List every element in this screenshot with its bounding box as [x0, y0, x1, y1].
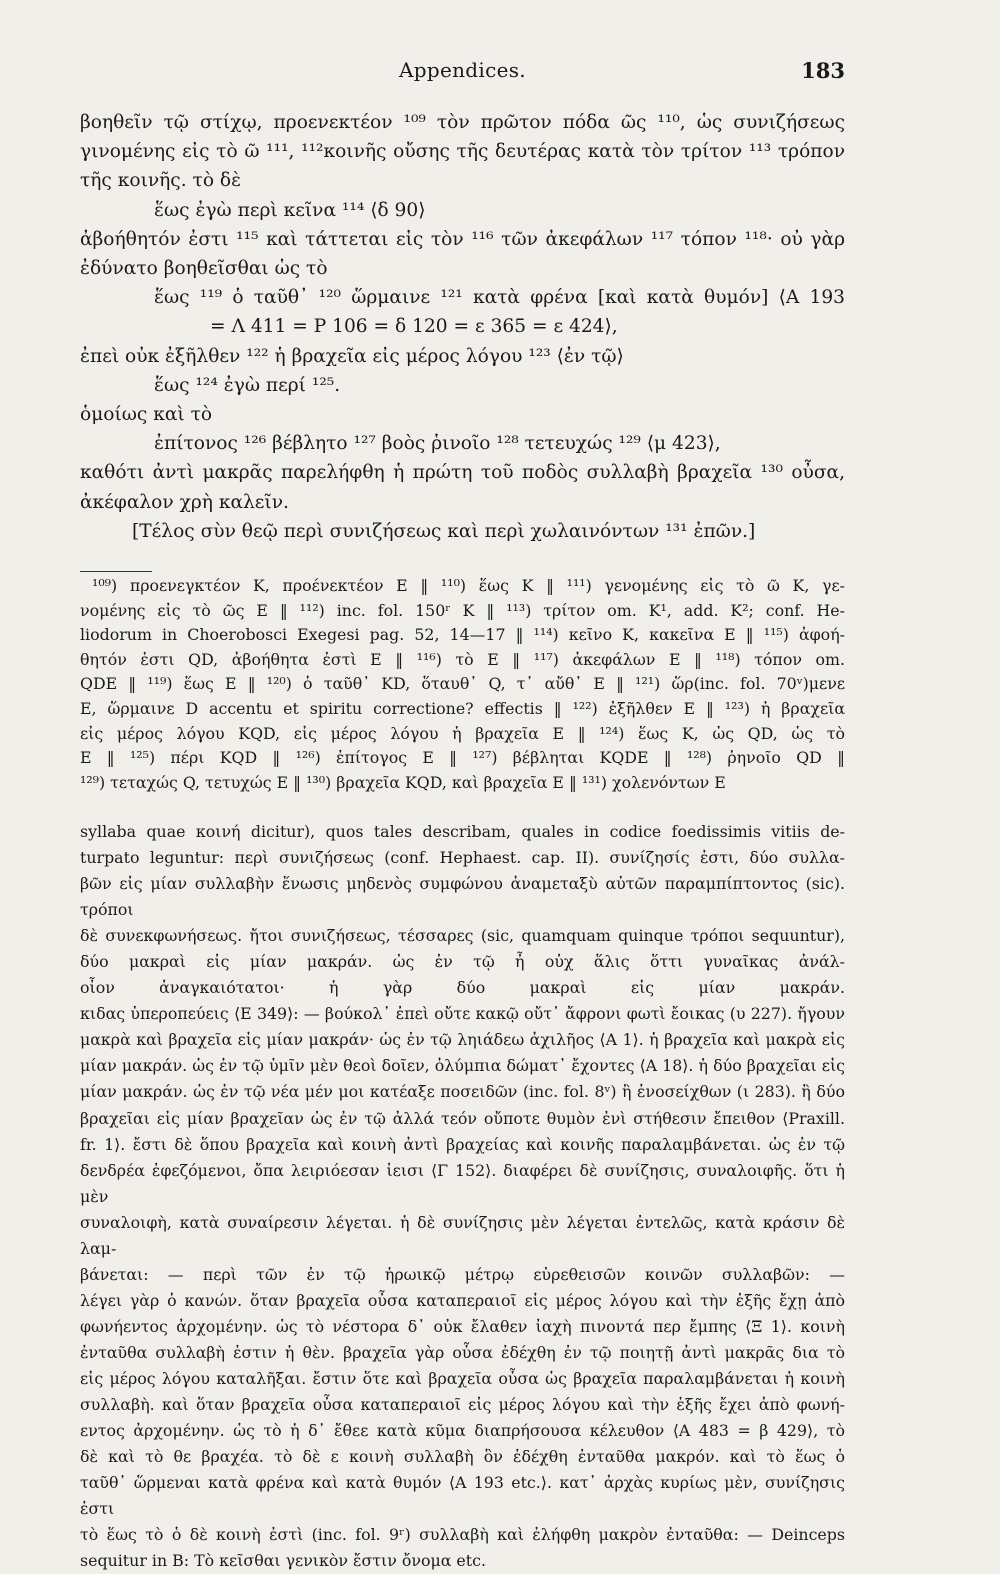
- verse-quote: ἐπίτονος ¹²⁶ βέβλητο ¹²⁷ βοὸς ῥινοῖο ¹²⁸ τετευχώς ¹²⁹ ⟨μ 423⟩,: [154, 433, 721, 455]
- verse-quote: ἕως ἐγὼ περὶ κεῖνα ¹¹⁴ ⟨δ 90⟩: [154, 199, 426, 221]
- commentary-line: τὸ ἕως τὸ ὁ δὲ κοινὴ ἐστὶ (inc. fol. 9ʳ) συλλαβὴ καὶ ἐλήφθη μακρὸν ἐνταῦθα: — Deinceps: [80, 1525, 845, 1545]
- commentary-line: syllaba quae κοινή dicitur), quos tales describam, quales in codice foedissimis vitiis de-: [80, 822, 845, 841]
- main-text: [80, 108, 845, 546]
- commentary-line: συναλοιφὴ, κατὰ συναίρεσιν λέγεται. ἡ δὲ συνίζησις μὲν λέγεται ἐντελῶς, κατὰ κράσιν δὲ λαμ-: [80, 1212, 845, 1258]
- commentary-line: ἐνταῦθα συλλαβὴ ἐστιν ἡ θὲν. βραχεῖα γὰρ οὖσα ἐδέχθη ἐν τῷ ποιητῇ ἀντὶ μακρᾶς δια τὸ: [80, 1342, 845, 1362]
- commentary-line: δὲ συνεκφωνήσεως. ἤτοι συνιζήσεως, τέσσαρες (sic, quamquam quinque τρόποι sequuntur),: [80, 926, 845, 946]
- text-line: βοηθεῖν τῷ στίχῳ, προενεκτέον ¹⁰⁹ τὸν πρῶτον πόδα ῶς ¹¹⁰, ὡς συνιζήσεως: [80, 112, 845, 133]
- footnote-line: QDE ‖ ¹¹⁹) ἕως E ‖ ¹²⁰) ὁ ταῦθ᾽ KD, ὅταυθ᾽ Q, τ᾽ αὔθ᾽ E ‖ ¹²¹) ὥρ(inc. fol. 70ᵛ)μενε: [80, 674, 845, 694]
- verse-quote: ἕως ¹²⁴ ἐγὼ περί ¹²⁵.: [154, 374, 341, 396]
- footnote-line: ¹²⁹) τεταχώς Q, τετυχώς E ‖ ¹³⁰) βραχεῖα KQD, καὶ βραχεῖα E ‖ ¹³¹) χολενόντων E: [80, 772, 726, 792]
- commentary-line: μίαν μακράν. ὡς ἐν τῷ ὑμῖν μὲν θεοὶ δοῖεν, ὀλύμπια δώματ᾽ ἔχοντες ⟨Α 18⟩. ἡ δύο βραχεῖαι εἰς: [80, 1056, 845, 1076]
- commentary-line: δενδρέα ἐφεζόμενοι, ὄπα λειριόεσαν ἱεισι ⟨Γ 152⟩. διαφέρει δὲ συνίζησις, συναλοιφῆς. ὅτι ἡ μὲν: [80, 1160, 845, 1206]
- page-header: [80, 58, 845, 88]
- commentary-line: μίαν μακράν. ὡς ἐν τῷ νέα μέν μοι κατέαξε ποσειδῶν (inc. fol. 8ᵛ) ἢ ἐνοσείχθων (ι 283). ἢ δύο: [80, 1082, 845, 1102]
- footnote-line: ¹⁰⁹) προενεγκτέον K, προένεκτέον E ‖ ¹¹⁰) ἕως K ‖ ¹¹¹) γενομένης εἰς τὸ ῶ K, γε-: [92, 576, 845, 595]
- page-number: 183: [801, 58, 845, 83]
- text-line: ἀβοήθητόν ἐστι ¹¹⁵ καὶ τάττεται εἰς τὸν ¹¹⁶ τῶν ἀκεφάλων ¹¹⁷ τόπον ¹¹⁸· οὐ γὰρ: [80, 228, 845, 250]
- text-line: ὁμοίως καὶ τὸ: [80, 404, 213, 426]
- commentary: [80, 819, 845, 1574]
- footnote-line: E, ὥρμαινε D accentu et spiritu correctione? effectis ‖ ¹²²) ἐξῆλθεν E ‖ ¹²³) ἡ βραχεῖα: [80, 698, 845, 718]
- commentary-line: βραχεῖαι εἰς μίαν βραχεῖαν ὡς ἐν τῷ ἀλλά τεόν οὔποτε θυμὸν ἐνὶ στήθεσιν ἔπειθον ⟨Praxill.: [80, 1108, 845, 1128]
- closing-line: [Τέλος σὺν θεῷ περὶ συνιζήσεως καὶ περὶ χωλαινόντων ¹³¹ ἐπῶν.]: [132, 520, 756, 542]
- footnote-line: E ‖ ¹²⁵) πέρι KQD ‖ ¹²⁶) ἐπίτογος E ‖ ¹²⁷) βέβληται KQDE ‖ ¹²⁸) ῥηνοῖο QD ‖: [80, 748, 845, 768]
- commentary-line: εντος ἀρχομένην. ὡς τὸ ἡ δ᾽ ἔθεε κατὰ κῦμα διαπρήσουσα κέλευθον ⟨Α 483 = β 429⟩, τὸ: [80, 1421, 845, 1441]
- commentary-line: εἰς μέρος λόγου καταλῆξαι. ἔστιν ὅτε καὶ βραχεῖα οὖσα ὡς βραχεῖα παραλαμβάνεται ἡ κοινὴ: [80, 1368, 845, 1388]
- commentary-line: ταῦθ᾽ ὥρμεναι κατὰ φρένα καὶ κατὰ θυμόν ⟨Α 193 etc.⟩. κατ᾽ ἀρχὰς κυρίως μὲν, συνίζησις ἐστι: [80, 1473, 845, 1519]
- commentary-line: sequitur in B: Τὸ κεῖσθαι γενικὸν ἔστιν ὄνομα etc.: [80, 1551, 486, 1571]
- commentary-line: δὲ καὶ τὸ θε βραχέα. τὸ δὲ ε κοινὴ συλλαβὴ ὃν ἐδέχθη ἐνταῦθα μακρόν. καὶ τὸ ἕως ὁ: [80, 1447, 845, 1467]
- verse-quote: ἕως ¹¹⁹ ὁ ταῦθ᾽ ¹²⁰ ὥρμαινε ¹²¹ κατὰ φρένα [καὶ κατὰ θυμόν] ⟨Α 193: [154, 287, 845, 309]
- footnote-line: θητόν ἐστι QD, ἀβοήθητα ἐστὶ E ‖ ¹¹⁶) τὸ E ‖ ¹¹⁷) ἀκεφάλων E ‖ ¹¹⁸) τόπον om.: [80, 649, 845, 669]
- footnote-line: νομένης εἰς τὸ ῶς E ‖ ¹¹²) inc. fol. 150ʳ K ‖ ¹¹³) τρίτον om. K¹, add. K²; conf. He-: [80, 600, 845, 620]
- commentary-line: οἶον ἀναγκαιότατοι· ἡ γὰρ δύο μακραὶ εἰς μίαν μακράν.: [80, 978, 845, 998]
- text-line: γινομένης εἰς τὸ ῶ ¹¹¹, ¹¹²κοινῆς οὔσης τῆς δευτέρας κατὰ τὸν τρίτον ¹¹³ τρόπον: [80, 141, 845, 163]
- text-line: ἀκέφαλον χρὴ καλεῖν.: [80, 491, 289, 513]
- footnote-line: liodorum in Choerobosci Exegesi pag. 52, 14—17 ‖ ¹¹⁴) κεῖνο K, κακεῖνα E ‖ ¹¹⁵) ἀφοή-: [80, 625, 845, 645]
- commentary-line: βῶν εἰς μίαν συλλαβὴν ἕνωσις μηδενὸς συμφώνου ἀναμεταξὺ αὐτῶν παραμπίπτοντος (sic). τρόποι: [80, 874, 845, 920]
- commentary-line: fr. 1⟩. ἔστι δὲ ὅπου βραχεῖα καὶ κοινὴ ἀντὶ βραχείας καὶ κοινῆς παραλαμβάνεται. ὡς ἐν τῷ: [80, 1134, 845, 1154]
- text-line: ἐδύνατο βοηθεῖσθαι ὡς τὸ: [80, 258, 328, 280]
- commentary-line: λέγει γὰρ ὁ κανών. ὅταν βραχεῖα οὖσα καταπεραιοῖ εἰς μέρος λόγου καὶ τὴν ἑξῆς ἔχῃ ἀπὸ: [80, 1290, 845, 1310]
- verse-reference: = Λ 411 = Ρ 106 = δ 120 = ε 365 = ε 424⟩,: [210, 316, 618, 338]
- footnote-rule: [80, 571, 152, 572]
- commentary-line: μακρὰ καὶ βραχεῖα εἰς μίαν μακράν· ὡς ἐν τῷ ληιάδεω ἀχιλῆος ⟨Α 1⟩. ἡ βραχεῖα καὶ μακρὰ εἰς: [80, 1030, 845, 1050]
- text-line: ἐπεὶ οὐκ ἐξῆλθεν ¹²² ἡ βραχεῖα εἰς μέρος λόγου ¹²³ ⟨ἐν τῷ⟩: [80, 345, 624, 367]
- commentary-line: φωνήεντος ἀρχομένην. ὡς τὸ νέστορα δ᾽ οὐκ ἔλαθεν ἰαχὴ πινοντά περ ἔμπης ⟨Ξ 1⟩. κοινὴ: [80, 1316, 845, 1336]
- footnote-line: εἰς μέρος λόγου KQD, εἰς μέρος λόγου ἡ βραχεῖα E ‖ ¹²⁴) ἕως K, ὡς QD, ὡς τὸ: [80, 723, 845, 743]
- commentary-line: βάνεται: — περὶ τῶν ἐν τῷ ἡρωικῷ μέτρῳ εὑρεθεισῶν κοινῶν συλλαβῶν: —: [80, 1264, 845, 1284]
- text-line: τῆς κοινῆς. τὸ δὲ: [80, 170, 242, 192]
- commentary-line: συλλαβὴ. καὶ ὅταν βραχεῖα οὖσα καταπεραιοῖ εἰς μέρος λόγου καὶ τὴν ἑξῆς ἔχει ἀπὸ φωνή-: [80, 1395, 845, 1415]
- commentary-line: κιδας ὑπεροπεύεις ⟨Ε 349⟩: — βούκολ᾽ ἐπεὶ οὔτε κακῷ οὔτ᾽ ἄφρονι φωτὶ ἔοικας (υ 227). ἤγουν: [80, 1004, 845, 1024]
- footnotes: [80, 574, 845, 795]
- text-line: καθότι ἀντὶ μακρᾶς παρελήφθη ἡ πρώτη τοῦ ποδὸς συλλαβὴ βραχεῖα ¹³⁰ οὖσα,: [80, 462, 845, 484]
- running-head: Appendices.: [399, 58, 526, 82]
- commentary-line: turpato leguntur: περὶ συνιζήσεως (conf. Hephaest. cap. II). συνίζησίς ἐστι, δύο συλλα-: [80, 848, 845, 868]
- commentary-line: δύο μακραὶ εἰς μίαν μακράν. ὡς ἐν τῷ ἦ οὐχ ἅλις ὅττι γυναῖκας ἀνάλ-: [80, 952, 845, 972]
